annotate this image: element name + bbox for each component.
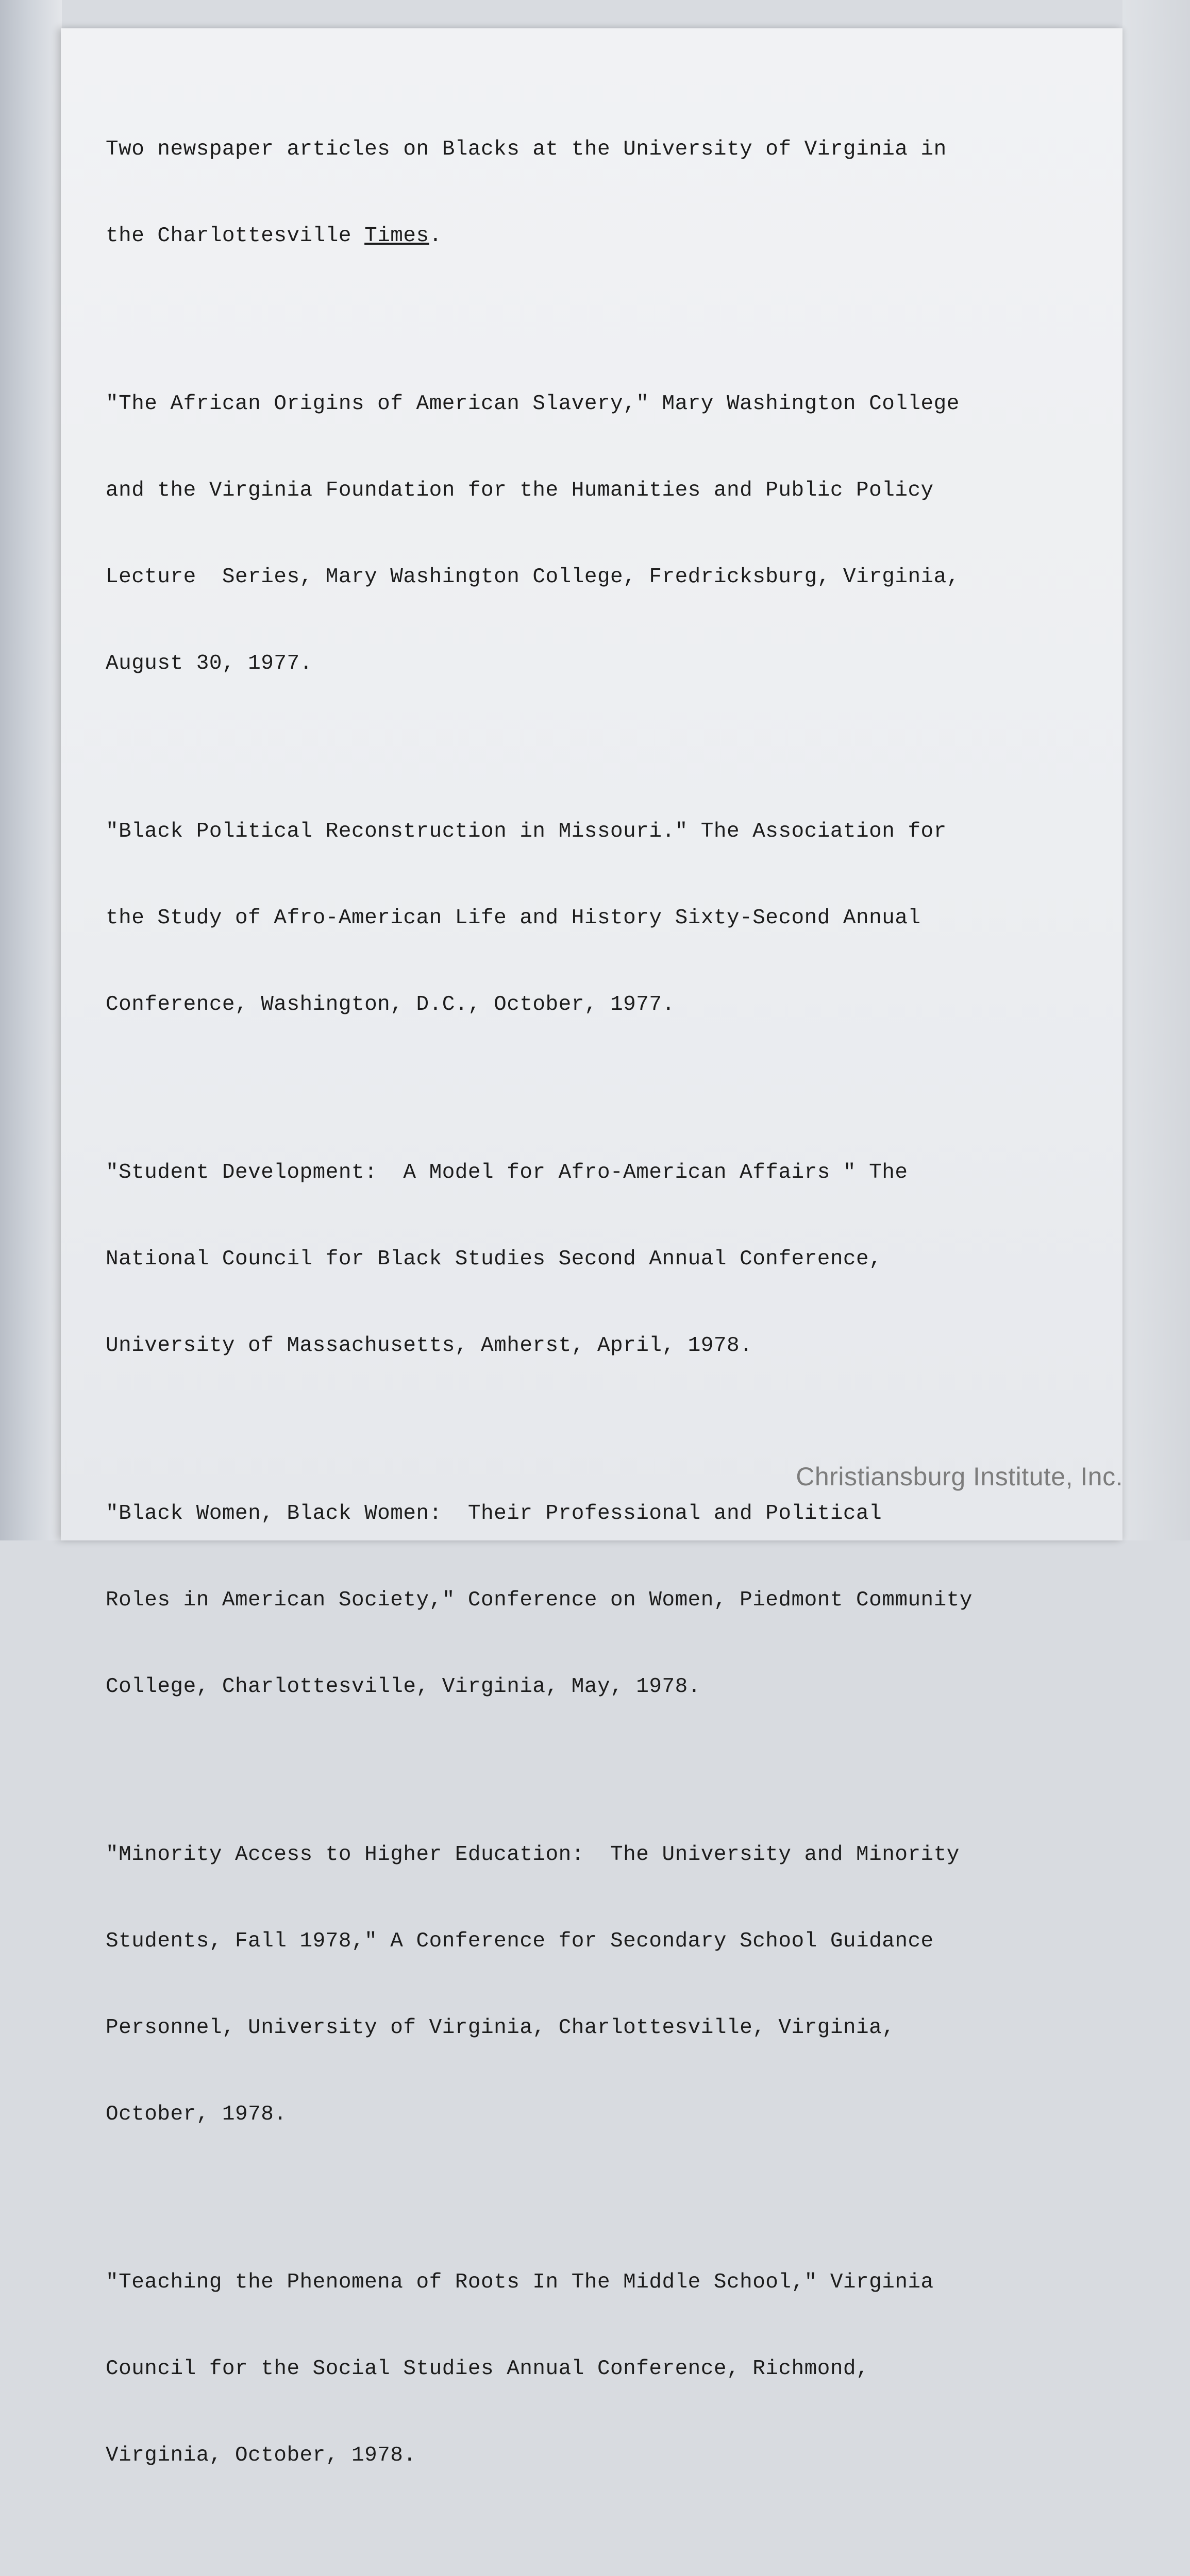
text-line: the Study of Afro-American Life and History Sixty-Second Annual: [106, 906, 921, 930]
book-binding-edge: [0, 0, 62, 1540]
text-line: Personnel, University of Virginia, Charlottesville, Virginia,: [106, 2016, 895, 2040]
text-line: "Minority Access to Higher Education: The University and Minority: [106, 1843, 960, 1867]
entry-african-origins: [106, 332, 1111, 736]
text-line: "Black Political Reconstruction in Missouri." The Association for: [106, 820, 947, 843]
text-line: Lecture Series, Mary Washington College, Fredricksburg, Virginia,: [106, 565, 960, 589]
text-segment: .: [429, 224, 442, 248]
entry-teaching-roots: [106, 2210, 1111, 2528]
entry-newspaper-articles: [106, 77, 1111, 308]
text-line: Conference, Washington, D.C., October, 1977.: [106, 993, 675, 1016]
text-line: "The African Origins of American Slavery," Mary Washington College: [106, 392, 960, 416]
text-line: and the Virginia Foundation for the Humanities and Public Policy: [106, 479, 934, 502]
entry-black-political-reconstruction: [106, 759, 1111, 1077]
underlined-title: Times: [364, 224, 429, 248]
text-line: College, Charlottesville, Virginia, May, 1978.: [106, 1675, 701, 1699]
archive-watermark: Christiansburg Institute, Inc.: [796, 1462, 1123, 1491]
text-segment: the Charlottesville: [106, 224, 365, 248]
text-line: University of Massachusetts, Amherst, April, 1978.: [106, 1334, 753, 1358]
entry-minority-access: [106, 1783, 1111, 2187]
text-line: Virginia, October, 1978.: [106, 2444, 416, 2467]
entry-student-development: [106, 1100, 1111, 1418]
text-line: Roles in American Society," Conference on Women, Piedmont Community: [106, 1588, 973, 1612]
entry-basic-student: [106, 2551, 1111, 2576]
text-line: "Teaching the Phenomena of Roots In The Middle School," Virginia: [106, 2270, 934, 2294]
document-text: [106, 77, 1111, 2576]
text-line: "Student Development: A Model for Afro-American Affairs " The: [106, 1161, 908, 1184]
text-line: Two newspaper articles on Blacks at the University of Virginia in: [106, 138, 947, 161]
text-line: October, 1978.: [106, 2103, 287, 2126]
page-stack-edge: [1122, 0, 1190, 1540]
text-line: "Black Women, Black Women: Their Professional and Political: [106, 1502, 882, 1526]
text-line: Students, Fall 1978," A Conference for Secondary School Guidance: [106, 1929, 934, 1953]
text-line: [106, 222, 1111, 250]
text-line: Council for the Social Studies Annual Conference, Richmond,: [106, 2357, 869, 2381]
text-line: National Council for Black Studies Second Annual Conference,: [106, 1247, 882, 1271]
text-line: August 30, 1977.: [106, 652, 313, 675]
